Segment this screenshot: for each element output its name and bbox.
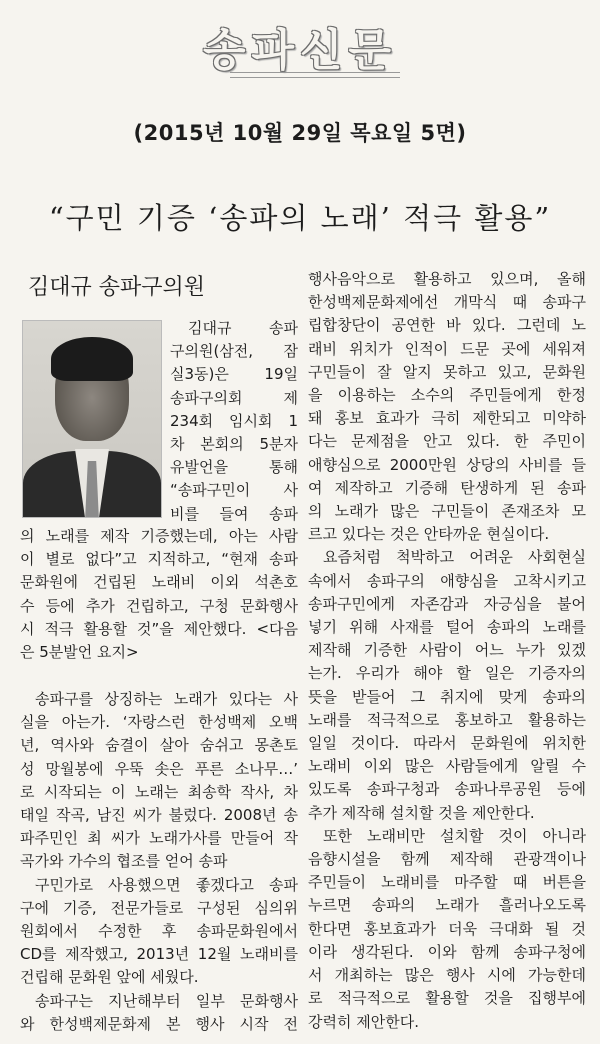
- text-line: 성 망월봉에 우뚝 솟은 푸른 소나무…’: [20, 759, 298, 778]
- text-line: 문화원에 건립된 노래비 이외 석촌호: [20, 573, 298, 592]
- text-line: 송파구민에게 자존감과 자긍심을 불어: [308, 594, 586, 613]
- dateline: (2015년 10월 29일 목요일 5면): [133, 121, 467, 145]
- text-line: 구에 기증, 전문가들로 구성된 심의위: [20, 898, 298, 917]
- text-line: 김대규 송파: [188, 319, 298, 337]
- text-line: 원회에서 수정한 후 송파문화원에서: [20, 922, 298, 941]
- text-line: 요즘처럼 척박하고 어려운 사회현실: [323, 548, 586, 567]
- body-column-left: [20, 688, 298, 1036]
- text-line: 송파구는 지난해부터 일부 문화행사: [35, 991, 298, 1010]
- text-line: 강력히 제안한다.: [308, 1012, 419, 1031]
- text-line: 속에서 송파구의 애향심을 고착시키고: [308, 571, 586, 590]
- lead-paragraph-continued: [20, 525, 298, 664]
- text-line: 로 적극적으로 활용할 것을 집행부에: [308, 989, 586, 1008]
- text-line: 시 적극 활용할 것”을 제안했다. <다음: [20, 619, 298, 638]
- text-line: 년, 역사와 숨결이 살아 숨쉬고 몽촌토: [20, 736, 298, 755]
- text-line: 서 개최하는 많은 행사 시에 가능한데: [308, 966, 586, 985]
- text-line: 노래를 적극적으로 홍보하고 활용하는: [308, 710, 586, 729]
- text-line: 은 5분발언 요지>: [20, 643, 139, 662]
- text-line: “송파구민이 사: [170, 481, 298, 500]
- text-line: 뜻을 받들어 그 취지에 맞게 송파의: [308, 687, 586, 706]
- text-line: 수 등에 추가 건립하고, 구청 문화행사: [20, 596, 298, 615]
- text-line: 차 본회의 5분자: [170, 435, 298, 454]
- text-line: 한다면 홍보효과가 더욱 극대화 될 것: [308, 919, 586, 938]
- author-portrait-photo: [22, 320, 162, 518]
- text-line: 로 시작되는 이 노래는 최송학 작사, 차: [20, 782, 298, 801]
- text-line: 실3동)은 19일: [170, 365, 298, 384]
- text-line: 주민들이 노래비를 마주할 때 버튼을: [308, 873, 586, 892]
- text-line: 한성백제문화제에선 개막식 때 송파구: [308, 293, 586, 312]
- text-line: 래비 위치가 인적이 드문 곳에 세워져: [308, 339, 586, 358]
- text-line: 의 노래가 많은 구민들이 존재조차 모: [308, 502, 586, 521]
- text-line: 파주민인 최 씨가 노래가사를 만들어 작: [20, 829, 298, 848]
- text-line: 이라 생각된다. 이와 함께 송파구청에: [308, 942, 586, 961]
- text-line: 건립해 문화원 앞에 세웠다.: [20, 968, 199, 987]
- text-line: 돼 홍보 효과가 극히 제한되고 미약하: [308, 409, 586, 428]
- text-line: 곡가와 가수의 협조를 얻어 송파: [20, 852, 228, 871]
- text-line: 유발언을 통해: [170, 458, 298, 477]
- text-line: 실을 아는가. ‘자랑스런 한성백제 오백: [20, 713, 298, 732]
- text-line: 송파구를 상징하는 노래가 있다는 사: [35, 690, 298, 708]
- text-line: CD를 제작했고, 2013년 12월 노래비를: [20, 945, 298, 964]
- text-line: 또한 노래비만 설치할 것이 아니라: [323, 826, 586, 845]
- text-line: 누르면 송파의 노래가 흘러나오도록: [308, 896, 586, 915]
- text-line: 구의원(삼전, 잠: [170, 342, 298, 361]
- text-line: 있도록 송파구청과 송파나루공원 등에: [308, 780, 586, 799]
- text-line: 애향심으로 2000만원 상당의 사비를 들: [308, 455, 586, 474]
- text-line: 구민들이 잘 알지 못하고 있고, 문화원: [308, 362, 586, 381]
- body-column-right: [308, 268, 586, 1034]
- text-line: 노래비 이외 많은 사람들에게 알릴 수: [308, 757, 586, 776]
- text-line: 립합창단이 공연한 바 있다. 그런데 노: [308, 316, 586, 335]
- article-headline: “구민 기증 ‘송파의 노래’ 적극 활용”: [48, 201, 552, 235]
- masthead-rule: [230, 72, 400, 78]
- text-line: 구민가로 사용했으면 좋겠다고 송파: [35, 875, 298, 894]
- text-line: 르고 있다는 것은 안타까운 현실이다.: [308, 525, 550, 544]
- text-line: 이 별로 없다”고 지적하고, “현재 송파: [20, 550, 298, 569]
- text-line: 태일 작곡, 남진 씨가 불렀다. 2008년 송: [20, 806, 298, 825]
- article-byline: 김대규 송파구의원: [28, 275, 206, 300]
- text-line: 234회 임시회 1: [170, 411, 298, 430]
- text-line: 을 이용하는 소수의 주민들에게 한정: [308, 386, 586, 405]
- newspaper-masthead: 송파신문: [202, 25, 397, 76]
- text-line: 추가 제작해 설치할 것을 제안한다.: [308, 803, 535, 822]
- text-line: 비를 들여 송파: [170, 504, 298, 523]
- text-line: 행사음악으로 활용하고 있으며, 올해: [308, 270, 586, 288]
- text-line: 송파구의회 제: [170, 388, 298, 407]
- text-line: 일일 것이다. 따라서 문화원에 위치한: [308, 734, 586, 753]
- text-line: 여 제작하고 기증해 탄생하게 된 송파: [308, 478, 586, 497]
- lead-paragraph-beside-photo: [170, 317, 298, 526]
- text-line: 넣기 위해 사재를 털어 송파의 노래를: [308, 618, 586, 637]
- text-line: 와 한성백제문화제 본 행사 시작 전: [20, 1014, 298, 1033]
- text-line: 음향시설을 함께 제작해 관광객이나: [308, 850, 586, 869]
- text-line: 의 노래를 제작 기증했는데, 아는 사람: [20, 527, 298, 545]
- text-line: 다는 문제점을 안고 있다. 한 주민이: [308, 432, 586, 451]
- text-line: 는가. 우리가 해야 할 일은 기증자의: [308, 664, 586, 683]
- text-line: 제작해 기증한 사람이 어느 누가 있겠: [308, 641, 586, 660]
